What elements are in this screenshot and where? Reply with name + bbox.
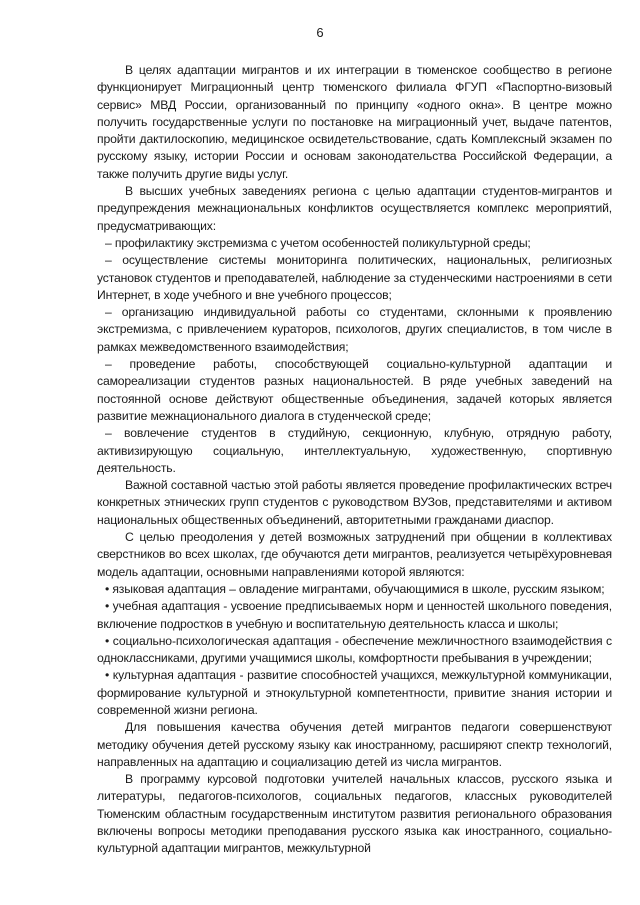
paragraph-school-adaptation-model: С целью преодоления у детей возможных затруднений при общении в коллективах сверстников во всех школах, где обучаются дети мигрантов, реализуется четырёхуровневая модель адаптации, основными направлениями которой являются:	[97, 530, 612, 579]
paragraph-teaching-methods: Для повышения качества обучения детей мигрантов педагоги совершенствуют методику обучения детей русскому языку как иностранному, расширяют спектр технологий, направленных на адаптацию и социализацию детей из числа мигрантов.	[97, 720, 612, 769]
bullet-item: • социально-психологическая адаптация - обеспечение межличностного взаимодействия с одноклассниками, другими учащимися школы, комфортности пребывания в учреждении;	[97, 633, 612, 666]
paragraph-preventive-meetings: Важной составной частью этой работы является проведение профилактических встреч конкретных этнических групп студентов с руководством ВУЗов, представителями и активом национальных общественных объединений, авторитетными гражданами диаспор.	[97, 478, 612, 527]
list-item: – профилактику экстремизма с учетом особенностей поликультурной среды;	[105, 235, 531, 250]
list-item: – проведение работы, способствующей социально-культурной адаптации и самореализации студентов разных национальностей. В ряде учебных заведений на постоянной основе действуют общественные объединения, задачей которых является развитие межнационального диалога в студенческой среде;	[97, 357, 612, 423]
page-number: 6	[316, 25, 324, 40]
bullet-item: • культурная адаптация - развитие способностей учащихся, межкультурной коммуникации, формирование культурной и этнокультурной компетентности, привитие знания истории и современной жизни региона.	[97, 668, 612, 717]
list-item: – организацию индивидуальной работы со студентами, склонными к проявлению экстремизма, с привлечением кураторов, психологов, других специалистов, в том числе в рамках межведомственного взаимодействия;	[97, 305, 612, 354]
paragraph-universities-intro: В высших учебных заведениях региона с целью адаптации студентов-мигрантов и предупреждения межнациональных конфликтов осуществляется комплекс мероприятий, предусматривающих:	[97, 184, 612, 233]
bullet-item: • учебная адаптация - усвоение предписываемых норм и ценностей школьного поведения, включение подростков в учебную и воспитательную деятельность класса и школы;	[97, 599, 612, 631]
bullet-item: • языковая адаптация – овладение мигрантами, обучающимися в школе, русским языком;	[105, 581, 605, 596]
body-text	[97, 62, 612, 858]
list-item: – осуществление системы мониторинга политических, национальных, религиозных установок студентов и преподавателей, наблюдение за студенческими настроениями в сети Интернет, в ходе учебного и вне учебного процессов;	[97, 253, 612, 302]
paragraph-migration-center: В целях адаптации мигрантов и их интеграции в тюменское сообщество в регионе функционирует Миграционный центр тюменского филиала ФГУП «Паспортно-визовый сервис» МВД России, организованный по принципу «одного окна». В центре можно получить государственные услуги по постановке на миграционный учет, выдаче патентов, пройти дактилоскопию, медицинское освидетельствование, сдать Комплексный экзамен по русскому языку, истории России и основам законодательства Российской Федерации, а также получить другие виды услуг.	[97, 63, 612, 181]
paragraph-teacher-training: В программу курсовой подготовки учителей начальных классов, русского языка и литературы, педагогов-психологов, социальных педагогов, классных руководителей Тюменским областным государственным институтом развития регионального образования включены вопросы методики преподавания русского языка как иностранного, социально-культурной адаптации мигрантов, межкультурной	[97, 772, 612, 856]
list-item: – вовлечение студентов в студийную, секционную, клубную, отрядную работу, активизирующую социальную, интеллектуальную, художественную, спортивную деятельность.	[97, 426, 612, 475]
